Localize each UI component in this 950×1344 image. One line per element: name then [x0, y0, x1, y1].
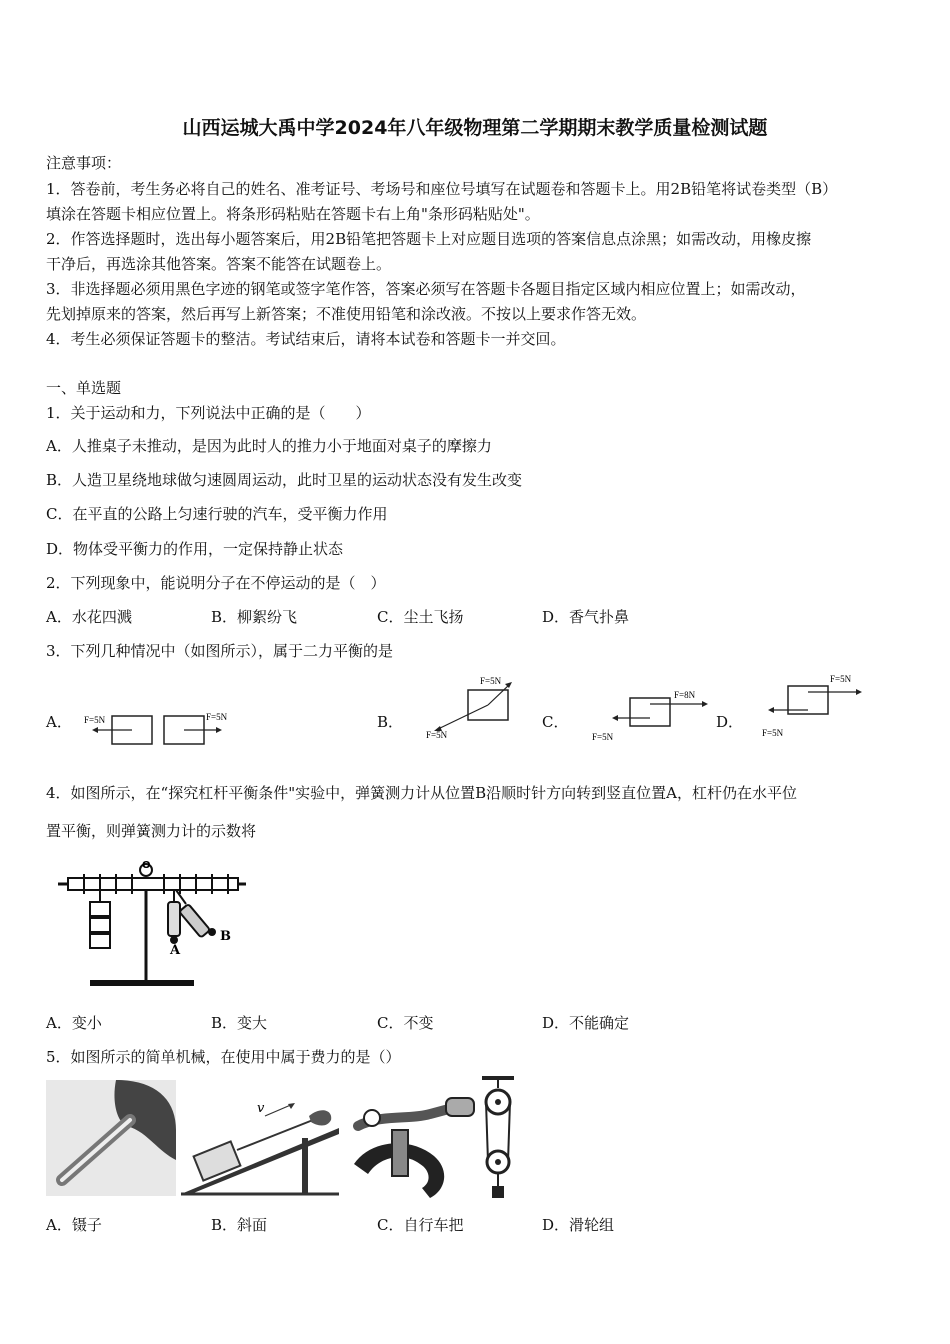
q5-option-d: D．滑轮组: [542, 1216, 615, 1234]
arrowhead: [612, 715, 618, 721]
q5-tweezers-image: [46, 1080, 176, 1196]
q1-option-c: C．在平直的公路上匀速行驶的汽车，受平衡力作用: [46, 505, 388, 523]
spring-scale-b: [179, 904, 210, 938]
load-weight: [492, 1186, 504, 1198]
q3-figure-a: [78, 706, 243, 752]
arrowhead: [92, 727, 98, 733]
q5-stem: 5．如图所示的简单机械，在使用中属于费力的是（）: [46, 1048, 401, 1066]
spring-scale-a: [168, 902, 180, 936]
q2-option-d: D．香气扑鼻: [542, 608, 630, 626]
q1-stem: 1．关于运动和力，下列说法中正确的是（ ）: [46, 404, 371, 422]
q5-option-b: B．斜面: [211, 1216, 268, 1234]
q4-stem-line1: 4．如图所示，在“探究杠杆平衡条件"实验中，弹簧测力计从位置B沿顺时针方向转到竖直位置A，杠杆仍在水平位: [46, 784, 797, 802]
section-heading: 一、单选题: [46, 379, 122, 397]
q5-handlebar-image: [350, 1090, 478, 1200]
q1-option-b: B．人造卫星绕地球做匀速圆周运动，此时卫星的运动状态没有发生改变: [46, 471, 523, 489]
q4-option-a: A．变小: [46, 1014, 102, 1032]
notice-heading: 注意事项：: [46, 154, 122, 172]
arrowhead: [768, 707, 774, 713]
q3-figure-c: [588, 684, 718, 744]
force-label: F=5N: [830, 674, 852, 684]
q2-stem: 2．下列现象中，能说明分子在不停运动的是（ ）: [46, 574, 386, 592]
arrowhead: [216, 727, 222, 733]
q5-pulley-image: [478, 1076, 518, 1200]
q2-option-a: A．水花四溅: [46, 608, 132, 626]
q4-option-d: D．不能确定: [542, 1014, 630, 1032]
force-label: F=5N: [84, 715, 106, 725]
q1-option-d: D．物体受平衡力的作用，一定保持静止状态: [46, 540, 344, 558]
q5-option-c: C．自行车把: [377, 1216, 464, 1234]
q1-option-a: A．人推桌子未推动，是因为此时人的推力小于地面对桌子的摩擦力: [46, 437, 492, 455]
notice-line: 4．考生必须保证答题卡的整洁。考试结束后，请将本试卷和答题卡一并交回。: [46, 330, 566, 348]
force-arrow-up: [488, 684, 510, 705]
block: [630, 698, 670, 726]
q4-option-c: C．不变: [377, 1014, 434, 1032]
pivot-label: O: [142, 860, 151, 871]
q4-lever-figure: [54, 860, 249, 994]
q4-stem-line2: 置平衡，则弹簧测力计的示数将: [46, 822, 257, 840]
position-a-label: A: [170, 943, 181, 958]
q3-label-c: C．: [542, 713, 569, 731]
notice-line: 填涂在答题卡相应位置上。将条形码粘贴在答题卡右上角"条形码粘贴处"。: [46, 205, 540, 223]
notice-line: 干净后，再选涂其他答案。答案不能答在试题卷上。: [46, 255, 392, 273]
notice-line: 3．非选择题必须用黑色字迹的钢笔或签字笔作答，答案必须写在答题卡各题目指定区域内相应位置上；如需改动，: [46, 280, 806, 298]
ceiling-mount: [482, 1076, 514, 1080]
force-label: F=5N: [592, 732, 614, 742]
q5-option-a: A．镊子: [46, 1216, 102, 1234]
q4-option-b: B．变大: [211, 1014, 268, 1032]
bell: [364, 1110, 380, 1126]
force-label: F=5N: [426, 730, 448, 740]
force-arrow-down: [436, 705, 488, 730]
notice-line: 1．答卷前，考生务必将自己的姓名、准考证号、考场号和座位号填写在试题卷和答题卡上。用2B铅笔将试卷类型（B）: [46, 180, 838, 198]
q2-option-b: B．柳絮纷飞: [211, 608, 298, 626]
velocity-label: v: [257, 1101, 265, 1116]
hanging-weights: [90, 902, 110, 948]
q3-label-b: B．: [377, 713, 404, 731]
q3-label-d: D．: [716, 713, 744, 731]
force-label: F=8N: [674, 690, 696, 700]
stand-base: [90, 980, 194, 986]
velocity-arrow: [265, 1104, 293, 1116]
q5-incline-image: [181, 1098, 339, 1196]
q3-label-a: A．: [46, 713, 72, 731]
pulling-hand: [309, 1110, 331, 1125]
q3-stem: 3．下列几种情况中（如图所示），属于二力平衡的是: [46, 642, 394, 660]
q3-figure-b: [420, 672, 530, 742]
force-label: F=5N: [480, 676, 502, 686]
position-b-label: B: [220, 929, 231, 944]
q3-figure-d: [758, 670, 878, 740]
arrowhead: [702, 701, 708, 707]
notice-line: 2．作答选择题时，选出每小题答案后，用2B铅笔把答题卡上对应题目选项的答案信息点涂黑；如需改动，用橡皮擦: [46, 230, 812, 248]
force-label: F=5N: [206, 712, 228, 722]
notice-line: 先划掉原来的答案，然后再写上新答案；不准使用铅笔和涂改液。不按以上要求作答无效。: [46, 305, 647, 323]
stem: [392, 1130, 408, 1176]
q2-option-c: C．尘土飞扬: [377, 608, 464, 626]
page-title: 山西运城大禹中学2024年八年级物理第二学期期末教学质量检测试题: [182, 117, 768, 139]
force-label: F=5N: [762, 728, 784, 738]
grip: [446, 1098, 474, 1116]
arrowhead: [856, 689, 862, 695]
